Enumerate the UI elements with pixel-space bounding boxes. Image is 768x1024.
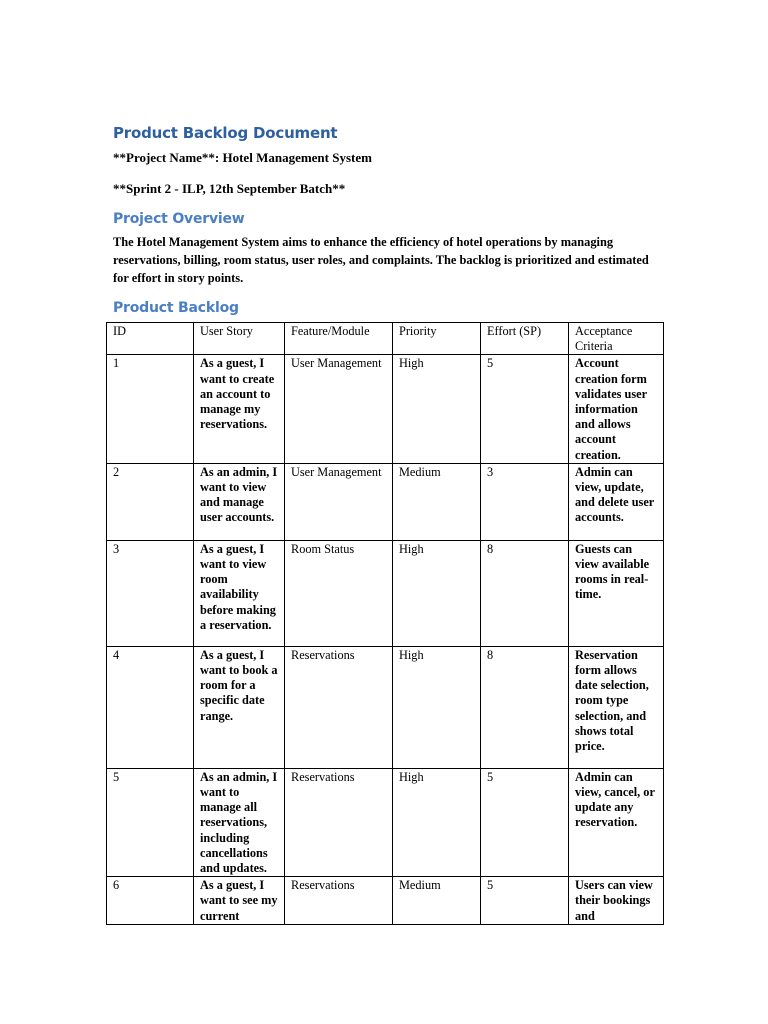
cell-user-story: As an admin, I want to manage all reservations, including cancellations and updates. <box>194 768 285 876</box>
cell-feature: User Management <box>285 355 393 463</box>
cell-feature: Reservations <box>285 768 393 876</box>
product-backlog-heading: Product Backlog <box>113 300 239 316</box>
cell-id: 6 <box>107 877 194 925</box>
cell-acceptance-criteria: Admin can view, cancel, or update any reservation. <box>569 768 664 876</box>
header-user-story: User Story <box>194 323 285 355</box>
table-row <box>107 877 664 925</box>
cell-user-story: As a guest, I want to create an account to manage my reservations. <box>194 355 285 463</box>
header-feature-module: Feature/Module <box>285 323 393 355</box>
cell-user-story: As a guest, I want to view room availability before making a reservation. <box>194 540 285 646</box>
project-overview-text: The Hotel Management System aims to enhance the efficiency of hotel operations by managing reservations, billing, room status, user roles, and complaints. The backlog is prioritized and estimated for effort in story points. <box>113 235 649 285</box>
cell-id: 5 <box>107 768 194 876</box>
project-overview-heading: Project Overview <box>113 211 245 227</box>
table-row <box>107 646 664 768</box>
cell-effort: 3 <box>481 463 569 540</box>
cell-feature: Reservations <box>285 646 393 768</box>
cell-priority: Medium <box>393 463 481 540</box>
cell-acceptance-criteria: Reservation form allows date selection, room type selection, and shows total price. <box>569 646 664 768</box>
cell-acceptance-criteria: Users can view their bookings and <box>569 877 664 925</box>
cell-id: 4 <box>107 646 194 768</box>
sprint-line: **Sprint 2 - ILP, 12th September Batch** <box>113 181 346 196</box>
document-title: Product Backlog Document <box>113 124 338 142</box>
cell-id: 2 <box>107 463 194 540</box>
cell-priority: High <box>393 540 481 646</box>
cell-priority: High <box>393 355 481 463</box>
cell-id: 3 <box>107 540 194 646</box>
table-row <box>107 768 664 876</box>
cell-effort: 8 <box>481 540 569 646</box>
cell-acceptance-criteria: Guests can view available rooms in real-time. <box>569 540 664 646</box>
cell-priority: Medium <box>393 877 481 925</box>
table-row <box>107 540 664 646</box>
cell-effort: 8 <box>481 646 569 768</box>
cell-user-story: As a guest, I want to see my current <box>194 877 285 925</box>
header-priority: Priority <box>393 323 481 355</box>
cell-priority: High <box>393 646 481 768</box>
cell-effort: 5 <box>481 877 569 925</box>
cell-feature: User Management <box>285 463 393 540</box>
project-name-line: **Project Name**: Hotel Management System <box>113 150 372 165</box>
cell-effort: 5 <box>481 768 569 876</box>
backlog-table <box>106 322 664 925</box>
cell-acceptance-criteria: Account creation form validates user information and allows account creation. <box>569 355 664 463</box>
cell-acceptance-criteria: Admin can view, update, and delete user accounts. <box>569 463 664 540</box>
header-id: ID <box>107 323 194 355</box>
cell-effort: 5 <box>481 355 569 463</box>
cell-feature: Reservations <box>285 877 393 925</box>
cell-user-story: As a guest, I want to book a room for a specific date range. <box>194 646 285 768</box>
cell-id: 1 <box>107 355 194 463</box>
header-effort: Effort (SP) <box>481 323 569 355</box>
header-acceptance-criteria: Acceptance Criteria <box>569 323 664 355</box>
cell-feature: Room Status <box>285 540 393 646</box>
table-header-row <box>107 323 664 355</box>
table-row <box>107 463 664 540</box>
table-row <box>107 355 664 463</box>
cell-priority: High <box>393 768 481 876</box>
cell-user-story: As an admin, I want to view and manage user accounts. <box>194 463 285 540</box>
